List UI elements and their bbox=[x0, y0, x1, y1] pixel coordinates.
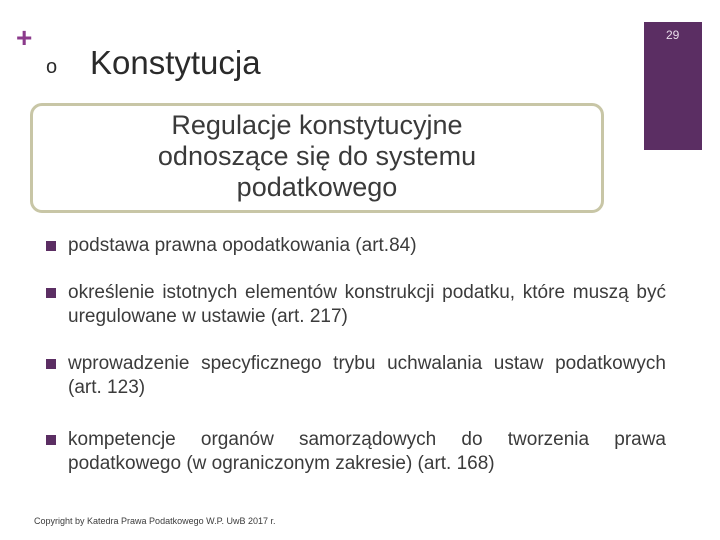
slide-title: Konstytucja bbox=[90, 44, 261, 81]
list-item bbox=[46, 428, 666, 476]
title-bullet-icon: o bbox=[46, 56, 58, 78]
square-bullet-icon bbox=[46, 435, 56, 445]
heading-box-text: Regulacje konstytucyjne odnoszące się do systemu podatkowego bbox=[157, 110, 477, 202]
list-item-text: kompetencje organów samorządowych do tworzenia prawa podatkowego (w ograniczonym zakresie) (art. 168) bbox=[68, 429, 666, 474]
list-item bbox=[46, 352, 666, 400]
list-item-text: podstawa prawna opodatkowania (art.84) bbox=[68, 235, 417, 256]
list-item bbox=[46, 234, 666, 258]
slide-number: 29 bbox=[666, 28, 680, 42]
list-item bbox=[46, 281, 666, 329]
square-bullet-icon bbox=[46, 288, 56, 298]
footer-copyright: Copyright by Katedra Prawa Podatkowego W.P. UwB 2017 r. bbox=[34, 516, 276, 526]
square-bullet-icon bbox=[46, 241, 56, 251]
list-item-text: wprowadzenie specyficznego trybu uchwalania ustaw podatkowych (art. 123) bbox=[68, 353, 666, 398]
plus-icon: + bbox=[16, 22, 33, 53]
list-item-text: określenie istotnych elementów konstrukcji podatku, które muszą być uregulowane w ustawie (art. 217) bbox=[68, 282, 666, 327]
square-bullet-icon bbox=[46, 359, 56, 369]
